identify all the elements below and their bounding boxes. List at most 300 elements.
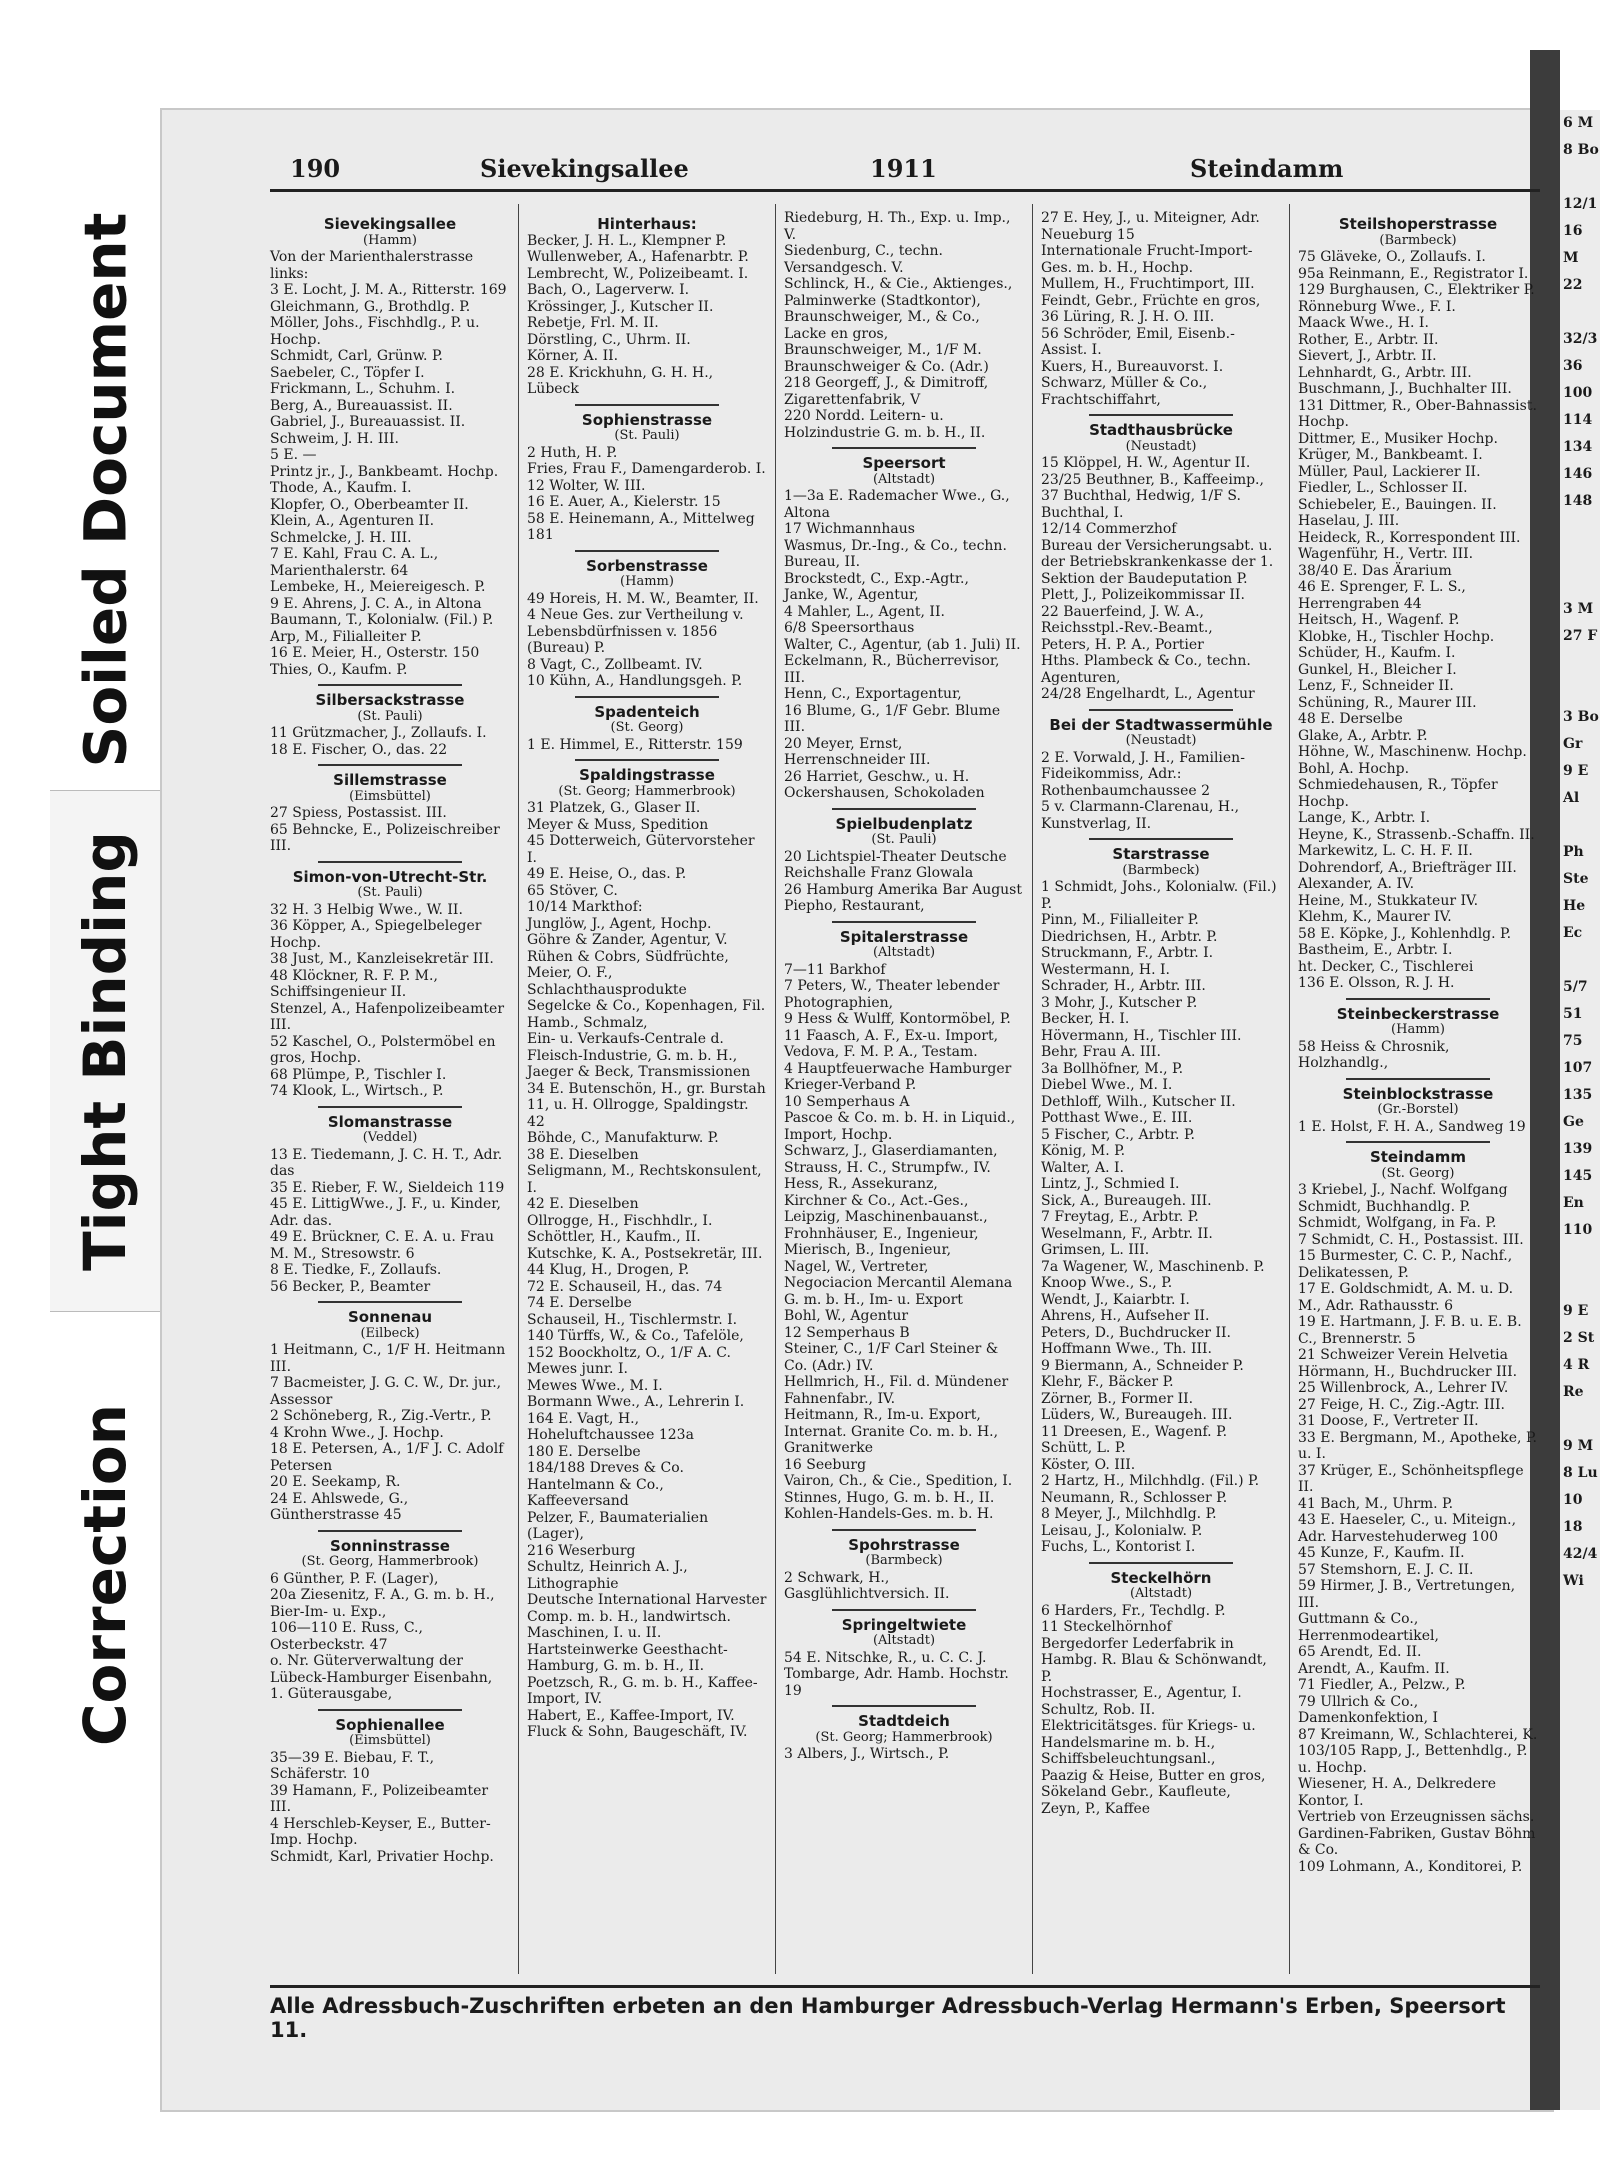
adjacent-page-fragment: 5/7: [1563, 979, 1588, 995]
directory-entry: Ein- u. Verkaufs-Centrale d. Fleisch-Industrie, G. m. b. H.,: [527, 1031, 738, 1064]
directory-entry: Bohl, A. Hochp.: [1298, 760, 1410, 777]
directory-entry: Wullenweber, A., Hafenarbtr. P.: [527, 249, 749, 265]
street-heading: Spohrstrasse: [848, 1535, 960, 1554]
directory-entry: Paazig & Heise, Butter en gros,: [1041, 1767, 1266, 1784]
directory-entry: 45 Dotterweich, Gütervorsteher I.: [527, 833, 760, 866]
district-label: (St. Pauli): [871, 832, 937, 847]
directory-entry: 58 E. Heinemann, A., Mittelweg 181: [527, 510, 760, 543]
adjacent-page-fragment: [1563, 812, 1600, 839]
directory-entry: Hochstrasser, E., Agentur, I.: [1041, 1685, 1242, 1701]
district-label: (Barmbeck): [865, 1553, 943, 1568]
header-right-street: Steindamm: [1190, 154, 1344, 183]
directory-entry: 1 Schmidt, Johs., Kolonialw. (Fil.) P.: [1041, 879, 1282, 912]
directory-entry: 20 Meyer, Ernst, Herrenschneider III.: [784, 735, 931, 768]
district-label: (Eimsbüttel): [349, 1733, 431, 1748]
directory-entry: 3a Bollhöfner, M., P.: [1041, 1060, 1184, 1077]
directory-entry: 10 Semperhaus A: [784, 1093, 910, 1110]
directory-entry: Nagel, W., Vertreter,: [784, 1258, 929, 1275]
directory-entry: 2 Hartz, H., Milchhdlg. (Fil.) P.: [1041, 1473, 1260, 1489]
directory-entry: 26 Harriet, Geschw., u. H. Ockershausen, Schokoladen: [784, 768, 985, 801]
directory-entry: 24 E. Ahlswede, G., Güntherstrasse 45: [270, 1490, 413, 1523]
directory-entry: 37 Buchthal, Hedwig, 1/F S. Buchthal, I.: [1041, 488, 1246, 521]
page-footer: Alle Adressbuch-Zuschriften erbeten an den Hamburger Adressbuch-Verlag Hermann's Erben, Speersort 11.: [270, 1985, 1540, 2042]
district-label: (Neustadt): [1125, 733, 1197, 748]
directory-entry: Vertrieb von Erzeugnissen sächs. Gardinen-Fabriken, Gustav Böhm & Co.: [1298, 1809, 1540, 1858]
directory-entry: Dethloff, Wilh., Kutscher II.: [1041, 1093, 1236, 1110]
directory-entry: 74 E. Derselbe: [527, 1295, 632, 1311]
section-divider: [1089, 414, 1233, 416]
directory-entry: Stinnes, Hugo, G. m. b. H., II.: [784, 1489, 995, 1506]
district-label: (St. Georg): [1381, 1165, 1455, 1181]
directory-entry: Höhne, W., Maschinenw. Hochp.: [1298, 744, 1527, 760]
adjacent-page-fragment: 110: [1563, 1222, 1593, 1238]
adjacent-page-fragment: 2 St: [1563, 1330, 1595, 1346]
directory-entry: Feindt, Gebr., Früchte en gros,: [1041, 292, 1261, 309]
directory-entry: 5 Fischer, C., Arbtr. P.: [1041, 1126, 1195, 1143]
adjacent-page-fragment: Wi: [1563, 1573, 1584, 1589]
directory-entry: 27 E. Hey, J., u. Miteigner, Adr. Neueburg 15: [1041, 210, 1265, 243]
street-heading: Slomanstrasse: [327, 1112, 453, 1131]
adjacent-page-fragment: 4 R: [1563, 1357, 1590, 1373]
directory-entry: Schwarz, J., Glaserdiamanten,: [784, 1143, 998, 1159]
street-heading: Simon-von-Utrecht-Str.: [292, 867, 488, 886]
directory-entry: 39 Hamann, F., Polizeibeamter III.: [270, 1782, 493, 1815]
directory-entry: Heitmann, R., Im-u. Export,: [784, 1407, 981, 1423]
directory-entry: Bergedorfer Lederfabrik in Hambg. R. Blau & Schönwandt, P.: [1041, 1635, 1272, 1685]
directory-entry: 44 Klug, H., Drogen, P.: [527, 1262, 690, 1278]
street-heading: Steilshoperstrasse: [1338, 215, 1498, 233]
adjacent-page-fragment: 146: [1563, 466, 1593, 482]
directory-entry: 5 E. —: [270, 447, 317, 463]
directory-entry: Siedenburg, C., techn. Versandgesch. V.: [784, 243, 948, 276]
directory-entry: Pelzer, F., Baumaterialien (Lager),: [527, 1509, 713, 1542]
directory-entry: Wasmus, Dr.-Ing., & Co., techn. Bureau, II.: [784, 537, 1012, 570]
directory-entry: 10/14 Markthof:: [527, 899, 643, 915]
directory-entry: 13 E. Tiedemann, J. C. H. T., Adr. das: [270, 1146, 507, 1179]
adjacent-page-fragment: 3 Bo: [1563, 709, 1599, 725]
directory-entry: o. Nr. Güterverwaltung der Lübeck-Hamburger Eisenbahn, 1. Güterausgabe,: [270, 1653, 497, 1702]
directory-entry: Segelcke & Co., Kopenhagen, Fil. Hamb., Schmalz,: [527, 998, 770, 1031]
section-divider: [1346, 1078, 1490, 1080]
directory-entry: 16 Blume, G., 1/F Gebr. Blume III.: [784, 702, 1005, 735]
section-divider: [318, 1301, 462, 1303]
directory-entry: 1—3a E. Rademacher Wwe., G., Altona: [784, 488, 1015, 521]
directory-entry: Hartsteinwerke Geesthacht-Hamburg, G. m. b. H., II.: [527, 1641, 728, 1674]
directory-entry: 36 Lüring, R. J. H. O. III.: [1041, 309, 1215, 325]
directory-entry: Schultz, Heinrich A. J., Lithographie: [527, 1559, 693, 1592]
district-label: (Eilbeck): [360, 1325, 420, 1341]
directory-entry: 26 Hamburg Amerika Bar August Piepho, Restaurant,: [784, 881, 1027, 914]
directory-entry: 4 Krohn Wwe., J. Hochp.: [270, 1424, 444, 1441]
section-divider: [1089, 838, 1233, 840]
directory-entry: Klehr, F., Bäcker P.: [1041, 1374, 1174, 1390]
adjacent-page-fragment: [1563, 542, 1600, 569]
directory-entry: Dörstling, C., Uhrm. II.: [527, 331, 691, 348]
directory-entry: 218 Georgeff, J., & Dimitroff, Zigarettenfabrik, V: [784, 375, 993, 408]
directory-entry: 7 E. Kahl, Frau C. A. L., Marienthalerstr. 64: [270, 546, 443, 579]
street-heading: Bei der Stadtwassermühle: [1049, 715, 1273, 734]
street-heading: Steindamm: [1369, 1148, 1467, 1166]
directory-entry: 31 Platzek, G., Glaser II.: [527, 800, 701, 816]
district-label: (Eimsbüttel): [349, 788, 431, 804]
section-divider: [318, 1530, 462, 1532]
street-heading: Sonninstrasse: [330, 1536, 450, 1555]
section-divider: [832, 1609, 976, 1611]
directory-entry: 25 Willenbrock, A., Lehrer IV.: [1298, 1380, 1509, 1396]
directory-entry: Möller, Johs., Fischhdlg., P. u. Hochp.: [270, 315, 485, 348]
directory-entry: Neumann, R., Schlosser P.: [1041, 1489, 1228, 1506]
street-heading: Stadtdeich: [858, 1712, 950, 1730]
directory-entry: Elektricitätsges. für Kriegs- u. Handelsmarine m. b. H., Schiffsbeleuchtungsanl.,: [1041, 1718, 1261, 1767]
street-heading: Starstrasse: [1112, 845, 1210, 863]
adjacent-page-fragment: 8 Lu: [1563, 1465, 1598, 1481]
directory-entry: 2 Huth, H. P.: [527, 444, 618, 461]
directory-entry: Göhre & Zander, Agentur, V.: [527, 932, 728, 948]
directory-entry: Berg, A., Bureauassist. II.: [270, 397, 453, 414]
directory-entry: Lenz, F., Schneider II.: [1298, 678, 1454, 694]
directory-entry: 38 Just, M., Kanzleisekretär III.: [270, 951, 494, 967]
adjacent-page-fragment: He: [1563, 898, 1586, 914]
directory-entry: Walter, C., Agentur, (ab 1. Juli) II.: [784, 636, 1021, 653]
directory-entry: Lembrecht, W., Polizeibeamt. I.: [527, 265, 749, 282]
directory-entry: 7 Freytag, E., Arbtr. P.: [1041, 1209, 1199, 1225]
directory-entry: 152 Boockholtz, O., 1/F A. C. Mewes junr. I.: [527, 1344, 736, 1377]
directory-entry: Braunschweiger, M., & Co., Lacke en gros,: [784, 309, 985, 342]
directory-entry: Diebel Wwe., M. I.: [1041, 1077, 1173, 1093]
directory-entry: Heideck, R., Korrespondent III.: [1298, 529, 1521, 546]
directory-entry: Negociacion Mercantil Alemana G. m. b. H., Im- u. Export: [784, 1275, 1017, 1308]
section-divider: [832, 1705, 976, 1707]
directory-entry: 49 E. Heise, O., das. P.: [527, 866, 687, 882]
directory-entry: Thies, O., Kaufm. P.: [270, 661, 408, 678]
directory-entry: Becker, H. I.: [1041, 1011, 1130, 1027]
directory-entry: Vedova, F. M. P. A., Testam.: [784, 1044, 978, 1060]
directory-entry: 20a Ziesenitz, F. A., G. m. b. H., Bier-Im- u. Exp.,: [270, 1587, 500, 1620]
directory-entry: Dittmer, E., Musiker Hochp.: [1298, 430, 1498, 447]
district-label: (Gr.-Borstel): [1377, 1102, 1459, 1117]
directory-entry: Lintz, J., Schmied I.: [1041, 1176, 1180, 1192]
directory-entry: Schüning, R., Maurer III.: [1298, 694, 1477, 711]
directory-entry: Peters, H. P. A., Portier: [1041, 636, 1204, 653]
directory-entry: 65 Behncke, E., Polizeischreiber III.: [270, 821, 505, 854]
directory-entry: 65 Stöver, C.: [527, 882, 618, 899]
directory-entry: Klopfer, O., Oberbeamter II.: [270, 496, 469, 513]
page-number: 190: [290, 154, 341, 183]
directory-entry: 16 Seeburg: [784, 1456, 867, 1473]
directory-entry: Strauss, H. C., Strumpfw., IV.: [784, 1159, 991, 1176]
directory-entry: Glake, A., Arbtr. P.: [1298, 727, 1428, 744]
adjacent-page-fragment: 75: [1563, 1033, 1583, 1049]
directory-entry: 8 Meyer, J., Milchhdlg. P.: [1041, 1506, 1217, 1522]
adjacent-page-fragment: 6 M: [1563, 115, 1594, 131]
directory-entry: 9 Biermann, A., Schneider P.: [1041, 1357, 1244, 1374]
directory-entry: 12 Semperhaus B: [784, 1324, 910, 1341]
adjacent-page-fragment: En: [1563, 1195, 1584, 1211]
directory-entry: 20 E. Seekamp, R.: [270, 1474, 401, 1490]
directory-entry: 58 Heiss & Chrosnik, Holzhandlg.,: [1298, 1038, 1454, 1071]
header-left-street: Sievekingsallee: [480, 154, 689, 183]
adjacent-page-fragment: 107: [1563, 1060, 1593, 1076]
directory-entry: Mullem, H., Fruchtimport, III.: [1041, 276, 1255, 292]
section-divider: [1346, 1141, 1490, 1143]
directory-entry: 10 Kühn, A., Handlungsgeh. P.: [527, 673, 743, 689]
directory-entry: Hess, R., Assekuranz,: [784, 1176, 938, 1192]
directory-entry: Gabriel, J., Bureauassist. II.: [270, 414, 466, 430]
directory-entry: 87 Kreimann, W., Schlachterei, K.: [1298, 1726, 1538, 1743]
street-heading: Silbersackstrasse: [315, 691, 465, 709]
directory-entry: Diedrichsen, H., Arbtr. P.: [1041, 928, 1218, 945]
directory-entry: Schweim, J. H. III.: [270, 430, 399, 447]
directory-entry: Deutsche International Harvester Comp. m. b. H., landwirtsch. Maschinen, I. u. II.: [527, 1592, 771, 1641]
directory-entry: Dohrendorf, A., Briefträger III.: [1298, 859, 1517, 876]
directory-entry: Walter, A. I.: [1041, 1159, 1124, 1176]
directory-entry: Ahrens, H., Aufseher II.: [1041, 1308, 1210, 1324]
adjacent-page-fragment: [1563, 569, 1600, 596]
directory-entry: 59 Hirmer, J. B., Vertretungen, III.: [1298, 1578, 1520, 1611]
street-heading: Sorbenstrasse: [586, 556, 708, 575]
adjacent-page-fragment: 9 E: [1563, 763, 1589, 779]
directory-entry: Gleichmann, G., Brothdlg. P.: [270, 298, 471, 315]
adjacent-page-fragment: 145: [1563, 1168, 1593, 1184]
directory-entry: 16 E. Meier, H., Osterstr. 150: [270, 645, 480, 661]
directory-entry: Hellmrich, H., Fil. d. Mündener Fahnenfabr., IV.: [784, 1374, 1013, 1407]
directory-entry: 11 Grützmacher, J., Zollaufs. I.: [270, 725, 487, 741]
directory-entry: Baumann, T., Kolonialw. (Fil.) P.: [270, 612, 494, 628]
directory-entry: 129 Burghausen, C., Elektriker P.: [1298, 282, 1535, 298]
directory-entry: Wiesener, H. A., Delkredere Kontor, I.: [1298, 1776, 1501, 1809]
section-divider: [575, 759, 719, 761]
directory-entry: 75 Gläveke, O., Zollaufs. I.: [1298, 249, 1486, 265]
directory-entry: 31 Doose, F., Vertreter II.: [1298, 1413, 1479, 1429]
section-divider: [318, 684, 462, 686]
directory-entry: Heitsch, H., Wagenf. P.: [1298, 612, 1460, 628]
street-heading: Sillemstrasse: [333, 771, 447, 789]
directory-entry: 109 Lohmann, A., Konditorei, P.: [1298, 1858, 1523, 1875]
directory-entry: 22 Bauerfeind, J. W. A., Reichsstpl.-Rev.-Beamt.,: [1041, 603, 1213, 636]
directory-entry: 131 Dittmer, R., Ober-Bahnassist. Hochp.: [1298, 397, 1542, 430]
directory-entry: Wendt, J., Kaiarbtr. I.: [1041, 1291, 1190, 1308]
directory-entry: Janke, W., Agentur,: [784, 587, 919, 603]
street-heading: Speersort: [862, 454, 946, 472]
section-divider: [1346, 998, 1490, 1000]
directory-entry: 4 Herschleb-Keyser, E., Butter-Imp. Hochp.: [270, 1815, 491, 1848]
directory-entry: 38 E. Dieselben: [527, 1146, 639, 1163]
directory-entry: 11 Steckelhörnhof: [1041, 1619, 1172, 1635]
adjacent-page-fragment: 9 E: [1563, 1303, 1589, 1319]
directory-entry: Schmiedehausen, R., Töpfer Hochp.: [1298, 777, 1503, 810]
directory-entry: Frickmann, L., Schuhm. I.: [270, 381, 456, 397]
street-heading: Sophienallee: [335, 1715, 445, 1734]
directory-entry: Frohnhäuser, E., Ingenieur,: [784, 1225, 979, 1242]
page-header: [270, 152, 1540, 192]
adjacent-page-fragment: [1563, 1406, 1600, 1433]
directory-entry: Schmelcke, J. H. III.: [270, 529, 412, 546]
directory-columns: [262, 204, 1546, 1974]
directory-entry: 35—39 E. Biebau, F. T., Schäferstr. 10: [270, 1749, 439, 1782]
directory-entry: Schöttler, H., Kaufm., II.: [527, 1229, 701, 1245]
directory-entry: Stenzel, A., Hafenpolizeibeamter III.: [270, 1000, 509, 1033]
adjacent-page-fragment: 12/1: [1563, 196, 1598, 212]
directory-entry: Steiner, C., 1/F Carl Steiner & Co. (Adr.) IV.: [784, 1341, 1003, 1374]
adjacent-page-fragment: 27 F: [1563, 628, 1598, 644]
adjacent-page-fragment: 18: [1563, 1519, 1583, 1535]
district-label: (Altstadt): [872, 471, 936, 487]
directory-entry: 7 Bacmeister, J. G. C. W., Dr. jur., Assessor: [270, 1375, 506, 1408]
directory-entry: 3 Mohr, J., Kutscher P.: [1041, 994, 1198, 1011]
adjacent-page-fragment: Ste: [1563, 871, 1589, 887]
directory-entry: 15 Klöppel, H. W., Agentur II.: [1041, 455, 1251, 471]
street-heading: Steckelhörn: [1110, 1568, 1212, 1587]
directory-entry: Krössinger, J., Kutscher II.: [527, 298, 714, 315]
directory-entry: 56 Becker, P., Beamter: [270, 1278, 431, 1295]
directory-entry: Von der Marienthalerstrasse links:: [270, 249, 478, 282]
directory-entry: 68 Plümpe, P., Tischler I.: [270, 1066, 447, 1083]
directory-entry: Lange, K., Arbtr. I.: [1298, 810, 1431, 826]
directory-entry: 1 E. Holst, F. H. A., Sandweg 19: [1298, 1118, 1526, 1135]
directory-entry: Riedeburg, H. Th., Exp. u. Imp., V.: [784, 210, 1015, 243]
directory-entry: 72 E. Schauseil, H., das. 74: [527, 1278, 723, 1295]
district-label: (Altstadt): [1129, 1586, 1193, 1601]
directory-entry: Leisau, J., Kolonialw. P.: [1041, 1522, 1203, 1539]
section-divider: [1089, 1562, 1233, 1564]
directory-entry: 220 Nordd. Leitern- u. Holzindustrie G. m. b. H., II.: [784, 408, 986, 441]
directory-entry: 27 Feige, H. C., Zig.-Agtr. III.: [1298, 1396, 1505, 1413]
district-label: (St. Georg, Hammerbrook): [301, 1554, 479, 1569]
directory-entry: Arendt, A., Kaufm. II.: [1298, 1660, 1450, 1677]
directory-entry: 11 Faasch, A. F., Ex-u. Import,: [784, 1027, 999, 1044]
directory-entry: Böhde, C., Manufakturw. P.: [527, 1130, 719, 1146]
directory-entry: Heine, M., Stukkateur IV.: [1298, 892, 1479, 909]
directory-entry: 18 E. Fischer, O., das. 22: [270, 741, 448, 758]
directory-entry: Sick, A., Bureaugeh. III.: [1041, 1192, 1212, 1209]
section-divider: [575, 696, 719, 698]
directory-entry: 46 E. Sprenger, F. L. S., Herrengraben 44: [1298, 579, 1471, 612]
street-heading: Sievekingsallee: [323, 215, 457, 233]
directory-entry: 20 Lichtspiel-Theater Deutsche Reichshalle Franz Glowala: [784, 848, 1012, 881]
directory-entry: Westermann, H. I.: [1041, 961, 1170, 978]
street-heading: Spadenteich: [594, 702, 700, 721]
adjacent-page-fragment: 22: [1563, 277, 1583, 293]
directory-entry: Printz jr., J., Bankbeamt. Hochp.: [270, 463, 499, 480]
directory-entry: Lehnhardt, G., Arbtr. III.: [1298, 364, 1472, 381]
directory-entry: Schmidt, Carl, Grünw. P.: [270, 348, 443, 364]
directory-entry: 95a Reinmann, E., Registrator I.: [1298, 265, 1529, 282]
directory-entry: 54 E. Nitschke, R., u. C. C. J. Tombarge, Adr. Hamb. Hochstr. 19: [784, 1649, 1014, 1699]
directory-entry: Hörmann, H., Buchdrucker III.: [1298, 1363, 1518, 1380]
street-heading: Steinblockstrasse: [1342, 1084, 1494, 1103]
directory-entry: Klobke, H., Tischler Hochp.: [1298, 628, 1495, 645]
directory-entry: Sökeland Gebr., Kaufleute,: [1041, 1784, 1231, 1800]
directory-entry: Gunkel, H., Bleicher I.: [1298, 661, 1457, 678]
directory-entry: Körner, A. II.: [527, 348, 619, 364]
directory-entry: Eckelmann, R., Bücherrevisor, III.: [784, 653, 1004, 686]
directory-entry: 52 Kaschel, O., Polstermöbel en gros, Hochp.: [270, 1033, 500, 1066]
directory-entry: Peters, D., Buchdrucker II.: [1041, 1324, 1231, 1341]
directory-entry: Sievert, J., Arbtr. II.: [1298, 348, 1437, 364]
section-divider: [575, 404, 719, 406]
directory-entry: Becker, J. H. L., Klempner P.: [527, 232, 727, 249]
adjacent-page-fragment: [1563, 515, 1600, 542]
directory-entry: Plett, J., Polizeikommissar II.: [1041, 587, 1245, 603]
directory-entry: Hths. Plambeck & Co., techn. Agenturen,: [1041, 653, 1256, 686]
adjacent-page-fragment: Re: [1563, 1384, 1584, 1400]
directory-entry: 49 Horeis, H. M. W., Beamter, II.: [527, 590, 759, 607]
directory-entry: 17 Wichmannhaus: [784, 521, 915, 537]
directory-entry: 1 Heitmann, C., 1/F H. Heitmann III.: [270, 1342, 510, 1375]
header-year: 1911: [870, 154, 937, 183]
section-divider: [318, 1106, 462, 1108]
directory-entry: Kirchner & Co., Act.-Ges., Leipzig, Maschinenbauanst.,: [784, 1192, 988, 1225]
directory-entry: Meyer & Muss, Spedition: [527, 816, 709, 833]
adjacent-page-fragment: [1563, 1271, 1600, 1298]
adjacent-page-fragment: 10: [1563, 1492, 1583, 1508]
district-label: (Hamm): [620, 574, 674, 589]
directory-entry: 48 E. Derselbe: [1298, 711, 1403, 727]
adjacent-page-fragment: [1563, 650, 1600, 677]
directory-entry: 2 Schwark, H., Gasglühlichtversich. II.: [784, 1569, 950, 1602]
directory-entry: 136 E. Olsson, R. J. H.: [1298, 975, 1455, 991]
directory-entry: Schultz, Rob. II.: [1041, 1701, 1156, 1718]
street-heading: Spitalerstrasse: [839, 927, 969, 946]
directory-entry: 24/28 Engelhardt, L., Agentur: [1041, 686, 1255, 702]
directory-entry: Kuers, H., Bureauvorst. I.: [1041, 358, 1224, 375]
directory-entry: 23/25 Beuthner, B., Kaffeeimp.,: [1041, 471, 1264, 488]
directory-entry: Schmidt, Wolfgang, in Fa. P.: [1298, 1215, 1497, 1231]
directory-entry: Schüder, H., Kaufm. I.: [1298, 645, 1456, 661]
section-divider: [318, 764, 462, 766]
tag-correction: Correction: [71, 1403, 139, 1747]
directory-entry: 56 Schröder, Emil, Eisenb.-Assist. I.: [1041, 325, 1235, 358]
directory-entry: 8 E. Tiedke, F., Zollaufs.: [270, 1262, 442, 1278]
directory-entry: 21 Schweizer Verein Helvetia: [1298, 1347, 1508, 1363]
directory-entry: Behr, Frau A. III.: [1041, 1044, 1161, 1060]
directory-entry: 8 Vagt, C., Zollbeamt. IV.: [527, 656, 703, 673]
section-divider: [318, 1709, 462, 1711]
directory-entry: 42 E. Dieselben: [527, 1196, 639, 1212]
directory-entry: Köster, O. III.: [1041, 1456, 1136, 1473]
directory-entry: Schmidt, Karl, Privatier Hochp.: [270, 1848, 494, 1865]
directory-entry: Mierisch, B., Ingenieur,: [784, 1242, 952, 1258]
directory-entry: 3 E. Locht, J. M. A., Ritterstr. 169: [270, 282, 507, 298]
district-label: (St. Georg): [610, 720, 684, 735]
directory-entry: Guttmann & Co., Herrenmodeartikel,: [1298, 1611, 1439, 1644]
directory-entry: Brockstedt, C., Exp.-Agtr.,: [784, 570, 969, 587]
column-3: [776, 204, 1033, 1974]
directory-entry: 3 Albers, J., Wirtsch., P.: [784, 1746, 950, 1762]
directory-entry: 140 Türffs, W., & Co., Tafelöle,: [527, 1328, 744, 1344]
directory-entry: ht. Decker, C., Tischlerei: [1298, 958, 1474, 975]
directory-entry: 34 E. Butenschön, H., gr. Burstah 11, u. H. Ollrogge, Spaldingstr. 42: [527, 1080, 771, 1130]
adjacent-page-fragment: Ge: [1563, 1114, 1584, 1130]
street-heading: Spaldingstrasse: [579, 766, 715, 784]
directory-entry: Ollrogge, H., Fischhdlr., I.: [527, 1212, 713, 1229]
directory-entry: Lembeke, H., Meiereigesch. P.: [270, 579, 486, 595]
directory-entry: 180 E. Derselbe: [527, 1443, 641, 1460]
directory-entry: Vairon, Ch., & Cie., Spedition, I.: [784, 1473, 1013, 1489]
directory-entry: 15 Burmester, C. C. P., Nachf., Delikatessen, P.: [1298, 1248, 1517, 1281]
adjacent-page-fragment: 135: [1563, 1087, 1593, 1103]
directory-entry: Arp, M., Filialleiter P.: [270, 628, 422, 645]
district-label: (St. Georg; Hammerbrook): [558, 783, 736, 799]
directory-entry: 6 Günther, P. F. (Lager),: [270, 1570, 439, 1587]
directory-entry: Fluck & Sohn, Baugeschäft, IV.: [527, 1724, 748, 1740]
directory-entry: 36 Köpper, A., Spiegelbeleger Hochp.: [270, 918, 486, 951]
directory-entry: Zeyn, P., Kaffee: [1041, 1800, 1151, 1817]
directory-entry: 164 E. Vagt, H., Hoheluftchaussee 123a: [527, 1410, 694, 1443]
tag-tight-binding: Tight Binding: [50, 790, 161, 1312]
adjacent-page-fragment: 9 M: [1563, 1438, 1594, 1454]
district-label: (Hamm): [363, 232, 417, 248]
